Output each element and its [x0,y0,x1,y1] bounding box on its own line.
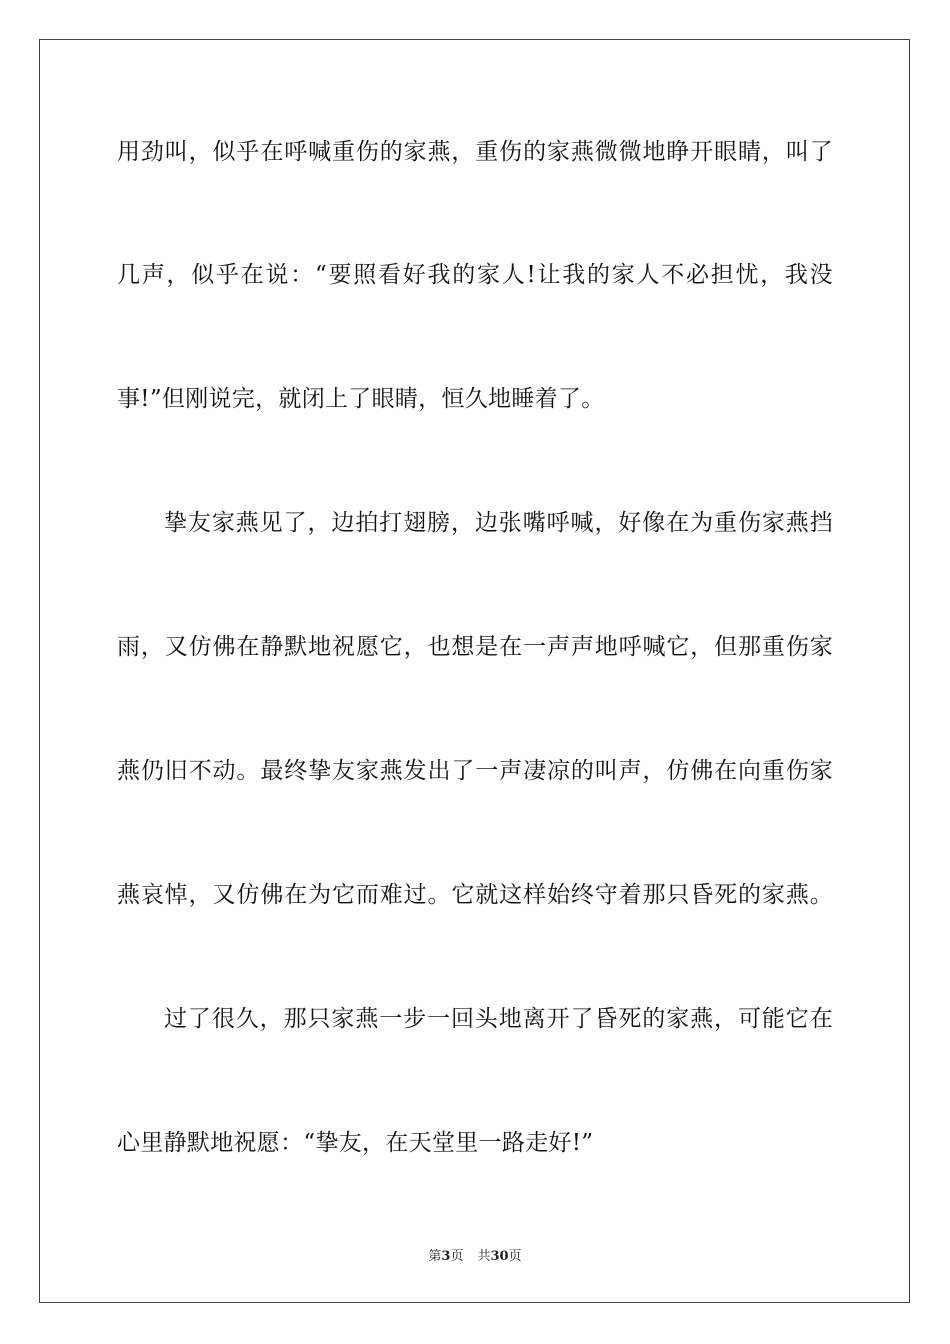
paragraph-2-line-4: 燕哀悼，又仿佛在为它而难过。它就这样始终守着那只昏死的家燕。 [117,882,833,908]
footer-total-prefix: 共 [477,1249,491,1264]
paragraph-2-line-1: 挚友家燕见了，边拍打翅膀，边张嘴呼喊，好像在为重伤家燕挡 [164,510,833,536]
body-text-line-3: 事!”但刚说完，就闭上了眼睛，恒久地睡着了。 [117,386,605,412]
footer-page-prefix: 第 [428,1249,442,1264]
paragraph-3-line-2: 心里静默地祝愿：“挚友，在天堂里一路走好!” [117,1130,594,1156]
footer-total-suffix: 页 [508,1249,522,1264]
paragraph-2-line-3: 燕仍旧不动。最终挚友家燕发出了一声凄凉的叫声，仿佛在向重伤家 [117,758,833,784]
footer-page-suffix: 页 [450,1249,464,1264]
footer-page-number: 3 [441,1249,451,1264]
footer-total-number: 30 [490,1249,509,1264]
paragraph-3-line-1: 过了很久，那只家燕一步一回头地离开了昏死的家燕，可能它在 [164,1006,833,1032]
body-text-line-1: 用劲叫，似乎在呼喊重伤的家燕，重伤的家燕微微地睁开眼睛，叫了 [117,139,833,165]
paragraph-2-line-2: 雨，又仿佛在静默地祝愿它，也想是在一声声地呼喊它，但那重伤家 [117,634,833,660]
page-border [39,39,910,1303]
body-text-line-2: 几声，似乎在说：“要照看好我的家人!让我的家人不必担忧，我没 [117,262,833,288]
page-footer [0,1248,950,1266]
